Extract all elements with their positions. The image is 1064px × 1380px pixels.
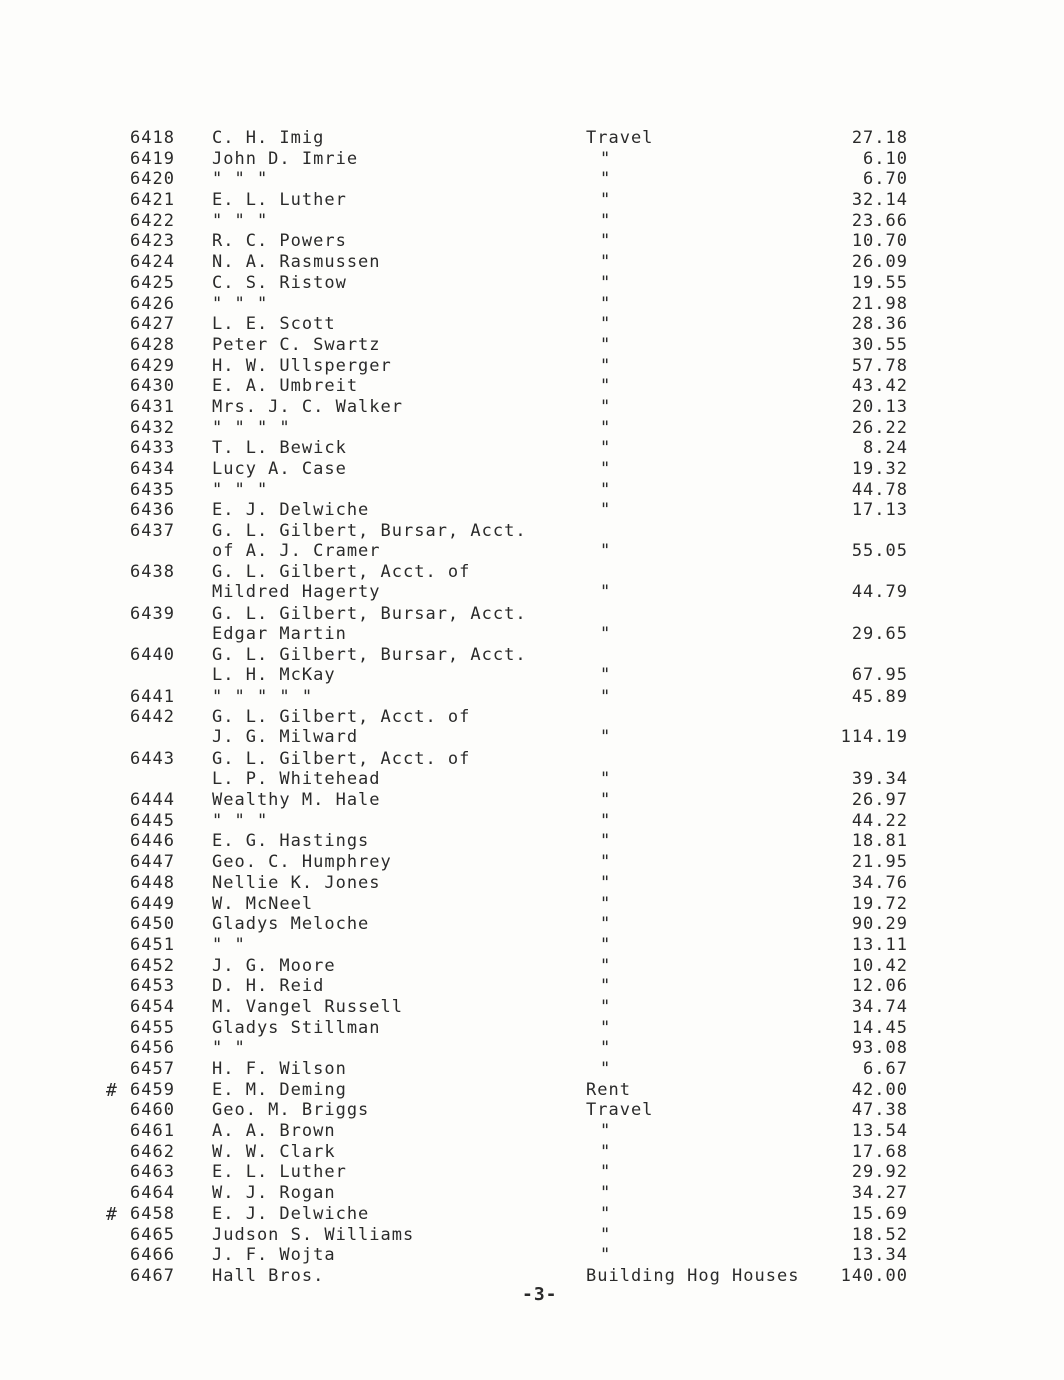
voucher-number: 6458 [130,1203,175,1224]
ledger-row [130,231,920,252]
payee-name: W. W. Clark [212,1141,336,1162]
purpose: " [600,293,612,314]
amount: 13.11 [851,934,908,955]
payee-name: C. H. Imig [212,128,325,148]
purpose: " [600,976,612,997]
voucher-number: 6427 [130,314,175,335]
amount: 13.34 [851,1245,908,1266]
amount: 44.79 [851,582,908,603]
purpose: Travel [586,128,654,148]
amount: 12.06 [851,976,908,997]
ledger-row [130,335,920,356]
ledger-row [130,645,920,686]
voucher-number: 6460 [130,1100,175,1121]
amount: 44.78 [851,479,908,500]
voucher-number: 6451 [130,934,175,955]
payee-name: " " " [212,210,269,231]
voucher-number: 6442 [130,707,175,728]
amount: 29.65 [851,623,908,644]
amount: 67.95 [851,665,908,686]
purpose: " [600,1224,612,1245]
voucher-number: 6449 [130,893,175,914]
purpose: " [600,893,612,914]
payee-name: H. W. Ullsperger [212,355,392,376]
ledger-row [130,1018,920,1039]
reorder-mark: # [106,1203,117,1225]
purpose: " [600,231,612,252]
voucher-number: 6425 [130,272,175,293]
payee-name-continued: Edgar Martin [212,623,347,644]
amount: 140.00 [840,1265,908,1286]
ledger-row [130,190,920,211]
voucher-number: 6418 [130,128,175,148]
purpose: " [600,914,612,935]
ledger-row [130,418,920,439]
purpose: " [600,1059,612,1080]
amount: 18.52 [851,1224,908,1245]
voucher-number: 6422 [130,210,175,231]
voucher-number: 6452 [130,955,175,976]
amount: 43.42 [851,376,908,397]
purpose: " [600,582,612,603]
purpose: " [600,479,612,500]
purpose: " [600,169,612,190]
payee-name: E. L. Luther [212,1162,347,1183]
amount: 32.14 [851,190,908,211]
ledger-row [130,811,920,832]
purpose: " [600,665,612,686]
voucher-number: 6445 [130,810,175,831]
voucher-number: 6465 [130,1224,175,1245]
payee-name: C. S. Ristow [212,272,347,293]
payee-name: G. L. Gilbert, Acct. of [212,707,471,728]
purpose: " [600,417,612,438]
ledger-row [130,1183,920,1204]
ledger-row [130,790,920,811]
amount: 26.09 [851,252,908,273]
voucher-number: 6432 [130,417,175,438]
voucher-number: 6433 [130,438,175,459]
voucher-number: 6441 [130,686,175,707]
voucher-number: 6466 [130,1245,175,1266]
payee-name: " " [212,1038,246,1059]
payee-name: L. E. Scott [212,314,336,335]
purpose: " [600,314,612,335]
ledger-row [130,749,920,790]
ledger-row [130,894,920,915]
ledger-row [130,956,920,977]
amount: 6.67 [863,1059,908,1080]
purpose: Travel [586,1100,654,1121]
purpose: Building Hog Houses [586,1265,800,1286]
voucher-number: 6434 [130,459,175,479]
purpose: " [600,955,612,976]
payee-name: " " " [212,293,269,314]
amount: 26.22 [851,417,908,438]
amount: 8.24 [863,438,908,459]
payee-name: Gladys Stillman [212,1017,381,1038]
payee-name-continued: Mildred Hagerty [212,582,381,603]
amount: 27.18 [851,128,908,148]
ledger-row [130,376,920,397]
voucher-number: 6429 [130,355,175,376]
amount: 6.10 [863,148,908,169]
payee-name: Geo. C. Humphrey [212,852,392,873]
purpose: " [600,210,612,231]
amount: 44.22 [851,810,908,831]
ledger-row [130,438,920,459]
purpose: " [600,996,612,1017]
payee-name: J. F. Wojta [212,1245,336,1266]
ledger-row [130,604,920,645]
payee-name: E. J. Delwiche [212,500,370,521]
voucher-number: 6444 [130,790,175,811]
ledger-row [130,211,920,232]
ledger-row [130,1038,920,1059]
voucher-number: 6457 [130,1059,175,1080]
payee-name: " " " [212,169,269,190]
purpose: " [600,1162,612,1183]
purpose: " [600,1183,612,1204]
ledger-row [130,707,920,748]
amount: 15.69 [851,1203,908,1224]
voucher-number: 6419 [130,148,175,169]
amount: 34.27 [851,1183,908,1204]
ledger-row [130,459,920,480]
ledger-row [130,1059,920,1080]
voucher-number: 6459 [130,1079,175,1100]
voucher-number: 6455 [130,1017,175,1038]
voucher-number: 6461 [130,1121,175,1142]
ledger-row [130,169,920,190]
payee-name: T. L. Bewick [212,438,347,459]
ledger-row [130,914,920,935]
amount: 29.92 [851,1162,908,1183]
ledger-row [130,873,920,894]
purpose: " [600,541,612,562]
voucher-number: 6443 [130,748,175,769]
purpose: " [600,852,612,873]
amount: 18.81 [851,831,908,852]
voucher-number: 6448 [130,872,175,893]
voucher-number: 6428 [130,334,175,355]
amount: 6.70 [863,169,908,190]
payee-name: Mrs. J. C. Walker [212,396,403,417]
amount: 21.95 [851,852,908,873]
ledger-row [130,935,920,956]
amount: 114.19 [840,727,908,748]
voucher-number: 6462 [130,1141,175,1162]
purpose: " [600,334,612,355]
amount: 45.89 [851,686,908,707]
amount: 34.74 [851,996,908,1017]
purpose: " [600,1203,612,1224]
payee-name: " " [212,934,246,955]
purpose: " [600,1038,612,1059]
ledger-row [130,1245,920,1266]
amount: 42.00 [851,1079,908,1100]
voucher-number: 6424 [130,252,175,273]
payee-name-continued: L. P. Whitehead [212,768,381,789]
amount: 10.42 [851,955,908,976]
amount: 17.68 [851,1141,908,1162]
payee-name: W. McNeel [212,893,314,914]
purpose: " [600,831,612,852]
payee-name: A. A. Brown [212,1121,336,1142]
payee-name: Judson S. Williams [212,1224,415,1245]
purpose: " [600,272,612,293]
amount: 90.29 [851,914,908,935]
purpose: " [600,438,612,459]
ledger-row [130,1100,920,1121]
purpose: " [600,1017,612,1038]
purpose: " [600,252,612,273]
payee-name: G. L. Gilbert, Acct. of [212,562,471,583]
purpose: Rent [586,1079,631,1100]
ledger-row [130,397,920,418]
payee-name: G. L. Gilbert, Bursar, Acct. [212,645,527,666]
purpose: " [600,148,612,169]
payee-name: Peter C. Swartz [212,334,381,355]
payee-name: Gladys Meloche [212,914,370,935]
voucher-number: 6435 [130,479,175,500]
payee-name: Geo. M. Briggs [212,1100,370,1121]
amount: 30.55 [851,334,908,355]
voucher-number: 6467 [130,1265,175,1286]
purpose: " [600,500,612,521]
ledger-row [130,294,920,315]
payee-name: " " " " [212,417,291,438]
payee-name: " " " [212,810,269,831]
amount: 39.34 [851,768,908,789]
payee-name: " " " [212,479,269,500]
payee-name-continued: of A. J. Cramer [212,541,381,562]
voucher-number: 6423 [130,231,175,252]
amount: 19.32 [851,459,908,479]
voucher-number: 6464 [130,1183,175,1204]
amount: 21.98 [851,293,908,314]
voucher-number: 6437 [130,521,175,542]
payee-name-continued: L. H. McKay [212,665,336,686]
voucher-number: 6420 [130,169,175,190]
payee-name: G. L. Gilbert, Acct. of [212,748,471,769]
amount: 14.45 [851,1017,908,1038]
ledger-row [130,480,920,501]
ledger-row [130,500,920,521]
purpose: " [600,727,612,748]
payee-name: R. C. Powers [212,231,347,252]
ledger-row [130,1162,920,1183]
ledger-row [130,1225,920,1246]
payee-name: G. L. Gilbert, Bursar, Acct. [212,603,527,624]
ledger-row [130,149,920,170]
payee-name: D. H. Reid [212,976,325,997]
payee-name: Wealthy M. Hale [212,790,381,811]
payee-name: " " " " " [212,686,314,707]
purpose: " [600,355,612,376]
purpose: " [600,1141,612,1162]
payee-name: Lucy A. Case [212,459,347,479]
payee-name: W. J. Rogan [212,1183,336,1204]
voucher-number: 6446 [130,831,175,852]
payee-name: E. M. Deming [212,1079,347,1100]
purpose: " [600,459,612,479]
payee-name: E. J. Delwiche [212,1203,370,1224]
purpose: " [600,872,612,893]
amount: 34.76 [851,872,908,893]
page-number: -3- [522,1284,558,1305]
ledger-row [130,273,920,294]
purpose: " [600,1121,612,1142]
amount: 13.54 [851,1121,908,1142]
voucher-number: 6430 [130,376,175,397]
voucher-number: 6440 [130,645,175,666]
payee-name: John D. Imrie [212,148,359,169]
voucher-number: 6438 [130,562,175,583]
ledger-row [130,687,920,708]
amount: 10.70 [851,231,908,252]
payee-name: H. F. Wilson [212,1059,347,1080]
voucher-number: 6453 [130,976,175,997]
ledger-row [130,1121,920,1142]
purpose: " [600,1245,612,1266]
amount: 19.55 [851,272,908,293]
purpose: " [600,396,612,417]
purpose: " [600,768,612,789]
payee-name: G. L. Gilbert, Bursar, Acct. [212,521,527,542]
purpose: " [600,934,612,955]
ledger-row [130,521,920,562]
amount: 26.97 [851,790,908,811]
purpose: " [600,686,612,707]
voucher-number: 6439 [130,603,175,624]
amount: 28.36 [851,314,908,335]
ledger-row [130,356,920,377]
ledger-row [130,562,920,603]
reorder-mark: # [106,1079,117,1101]
amount: 55.05 [851,541,908,562]
amount: 19.72 [851,893,908,914]
ledger-row [130,252,920,273]
amount: 23.66 [851,210,908,231]
ledger-row [106,1079,920,1101]
ledger-row [130,852,920,873]
ledger-row [106,1203,920,1225]
purpose: " [600,623,612,644]
ledger-table [106,128,920,1287]
voucher-number: 6454 [130,996,175,1017]
purpose: " [600,376,612,397]
voucher-number: 6463 [130,1162,175,1183]
voucher-number: 6456 [130,1038,175,1059]
payee-name: E. A. Umbreit [212,376,359,397]
amount: 47.38 [851,1100,908,1121]
voucher-number: 6431 [130,396,175,417]
voucher-number: 6436 [130,500,175,521]
ledger-row [130,314,920,335]
payee-name: M. Vangel Russell [212,996,403,1017]
ledger-row [130,976,920,997]
ledger-row [130,128,920,149]
voucher-number: 6421 [130,190,175,211]
ledger-row [130,831,920,852]
ledger-row [130,1142,920,1163]
payee-name: Hall Bros. [212,1265,325,1286]
voucher-number: 6426 [130,293,175,314]
payee-name: N. A. Rasmussen [212,252,381,273]
payee-name: J. G. Moore [212,955,336,976]
payee-name: Nellie K. Jones [212,872,381,893]
purpose: " [600,810,612,831]
voucher-number: 6450 [130,914,175,935]
purpose: " [600,190,612,211]
voucher-number: 6447 [130,852,175,873]
amount: 17.13 [851,500,908,521]
amount: 93.08 [851,1038,908,1059]
payee-name-continued: J. G. Milward [212,727,359,748]
ledger-row [130,997,920,1018]
amount: 20.13 [851,396,908,417]
payee-name: E. L. Luther [212,190,347,211]
amount: 57.78 [851,355,908,376]
purpose: " [600,790,612,811]
payee-name: E. G. Hastings [212,831,370,852]
